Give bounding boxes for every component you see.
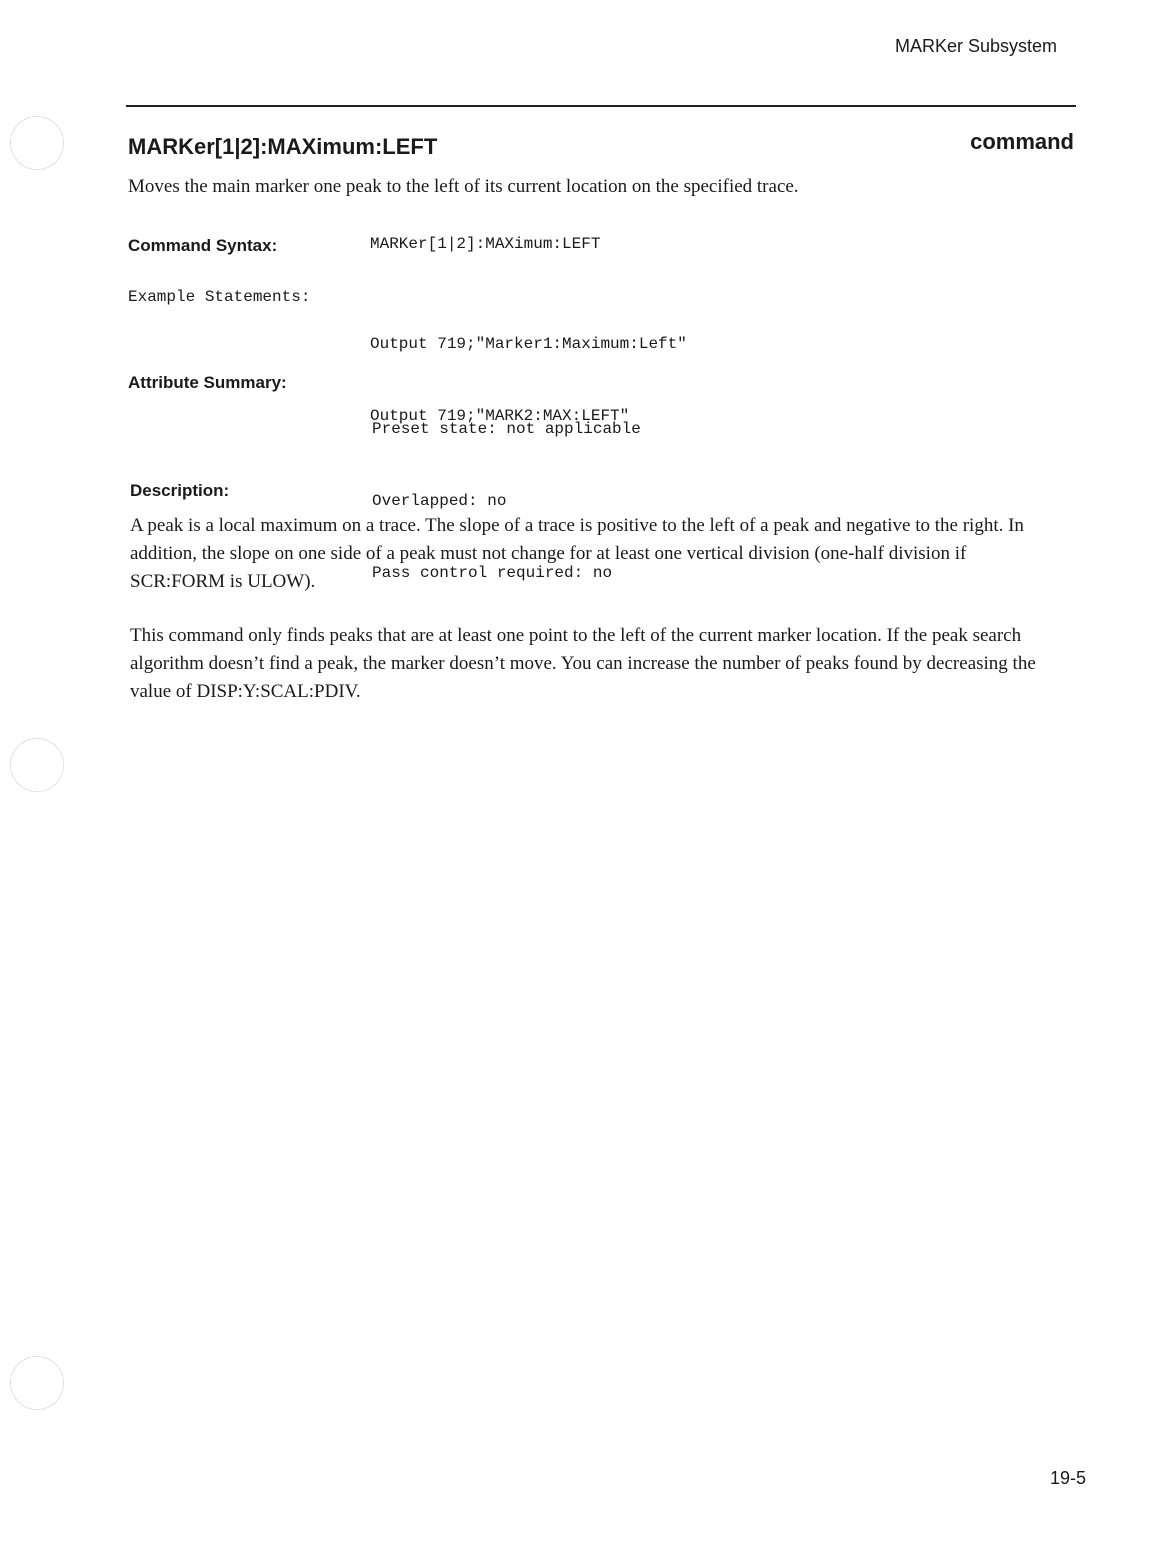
page-number: 19-5 [1050,1468,1087,1488]
running-header: MARKer Subsystem [895,36,1058,56]
description-paragraph: This command only finds peaks that are at least one point to the left of the current marker location. If the peak search algorithm doesn’t find a peak, the marker doesn’t move. You can increase the number of peaks found by decreasing the value of DISP:Y:SCAL:PDIV. [130,625,1036,702]
syntax-value: MARKer[1|2]:MAXimum:LEFT [370,235,601,253]
command-type-label: command [970,129,1074,154]
command-title: MARKer[1|2]:MAXimum:LEFT [128,134,438,159]
example-statement: Output 719;"MARK2:MAX:LEFT" [370,407,630,425]
header-rule [126,105,1076,107]
examples-label: Example Statements: [128,288,311,306]
description-label: Description: [130,481,230,500]
attribute-preset-state: Preset state: not applicable [372,420,641,438]
punch-hole-mark [10,738,64,792]
syntax-label: Command Syntax: [128,236,278,255]
example-statement: Output 719;"Marker1:Maximum:Left" [370,335,687,353]
attribute-summary-label: Attribute Summary: [128,373,287,392]
punch-hole-mark [10,116,64,170]
description-paragraph: A peak is a local maximum on a trace. The slope of a trace is positive to the left of a peak and negative to the right. In addition, the slope on one side of a peak must not change for at least one vertical division (one-half division if SCR:FORM is ULOW). [130,515,1024,592]
attribute-pass-control: Pass control required: no [372,564,613,582]
punch-hole-mark [10,1356,64,1410]
attribute-overlapped: Overlapped: no [372,492,507,510]
command-summary: Moves the main marker one peak to the left of its current location on the specified trace. [128,176,799,197]
